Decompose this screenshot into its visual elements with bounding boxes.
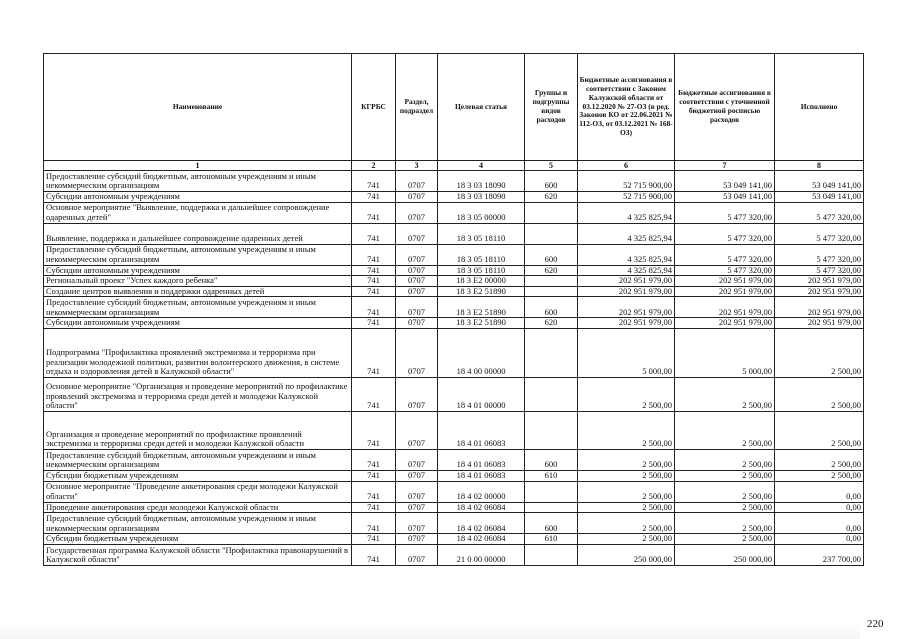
row-target: 18 3 05 18110 (438, 265, 525, 276)
row-kgrbs: 741 (352, 470, 396, 481)
row-executed: 2 500,00 (775, 449, 864, 470)
scan-shadow (0, 622, 860, 639)
row-target: 18 3 E2 51890 (438, 297, 525, 318)
table-row (44, 534, 864, 545)
column-number: 5 (525, 161, 578, 171)
row-executed: 202 951 979,00 (775, 276, 864, 287)
row-law: 4 325 825,94 (578, 265, 675, 276)
table-row (44, 297, 864, 318)
row-refined: 2 500,00 (675, 534, 775, 545)
row-group (525, 328, 578, 377)
row-law: 2 500,00 (578, 513, 675, 534)
row-refined: 5 477 320,00 (675, 202, 775, 223)
row-name: Основное мероприятие "Проведение анкетирования среди молодежи Калужской области" (44, 481, 352, 502)
table-row (44, 502, 864, 513)
row-group: 600 (525, 449, 578, 470)
row-executed: 53 049 141,00 (775, 192, 864, 203)
row-kgrbs: 741 (352, 171, 396, 192)
row-section: 0707 (396, 192, 438, 203)
row-group: 600 (525, 297, 578, 318)
row-refined: 202 951 979,00 (675, 297, 775, 318)
row-refined: 2 500,00 (675, 377, 775, 411)
budget-report-sheet (43, 53, 863, 566)
row-law: 202 951 979,00 (578, 276, 675, 287)
table-row (44, 171, 864, 192)
row-section: 0707 (396, 223, 438, 244)
column-number: 6 (578, 161, 675, 171)
row-name: Основное мероприятие "Выявление, поддержка и дальнейшее сопровождение одаренных детей" (44, 202, 352, 223)
header-section: Раздел, подраздел (396, 54, 438, 161)
row-group (525, 377, 578, 411)
row-section: 0707 (396, 411, 438, 449)
table-row (44, 328, 864, 377)
table-row (44, 192, 864, 203)
row-refined: 2 500,00 (675, 411, 775, 449)
row-section: 0707 (396, 171, 438, 192)
row-refined: 202 951 979,00 (675, 286, 775, 297)
table-row (44, 202, 864, 223)
row-name: Региональный проект "Успех каждого ребенка" (44, 276, 352, 287)
table-header-row (44, 54, 864, 161)
row-refined: 5 477 320,00 (675, 223, 775, 244)
row-section: 0707 (396, 534, 438, 545)
row-kgrbs: 741 (352, 377, 396, 411)
row-group: 620 (525, 318, 578, 329)
column-number: 8 (775, 161, 864, 171)
row-name: Предоставление субсидий бюджетным, автономным учреждениям и иным некоммерческим организациям (44, 297, 352, 318)
row-name: Предоставление субсидий бюджетным, автономным учреждениям и иным некоммерческим организациям (44, 244, 352, 265)
column-number: 7 (675, 161, 775, 171)
row-law: 2 500,00 (578, 481, 675, 502)
row-kgrbs: 741 (352, 513, 396, 534)
header-law-allocations: Бюджетные ассигнования в соответствии с Законом Калужской области от 03.12.2020 № 27-ОЗ (в ред. Законов КО от 22.06.2021 № 112-ОЗ, от 03.12.2021 № 168-ОЗ) (578, 54, 675, 161)
row-section: 0707 (396, 513, 438, 534)
row-law: 4 325 825,94 (578, 223, 675, 244)
row-name: Основное мероприятие "Организация и проведение мероприятий по профилактике проявлений экстремизма и терроризма среди детей и молодежи Калужской области" (44, 377, 352, 411)
row-executed: 2 500,00 (775, 470, 864, 481)
row-name: Государственная программа Калужской области "Профилактика правонарушений в Калужской области" (44, 544, 352, 565)
row-target: 18 4 00 00000 (438, 328, 525, 377)
row-law: 52 715 900,00 (578, 171, 675, 192)
row-kgrbs: 741 (352, 481, 396, 502)
row-target: 18 3 E2 51890 (438, 318, 525, 329)
row-refined: 53 049 141,00 (675, 192, 775, 203)
row-section: 0707 (396, 377, 438, 411)
row-target: 18 3 05 00000 (438, 202, 525, 223)
row-executed: 5 477 320,00 (775, 244, 864, 265)
row-section: 0707 (396, 318, 438, 329)
row-kgrbs: 741 (352, 534, 396, 545)
header-target: Целевая статья (438, 54, 525, 161)
row-name: Предоставление субсидий бюджетным, автономным учреждениям и иным некоммерческим организациям (44, 449, 352, 470)
row-group (525, 276, 578, 287)
row-executed: 202 951 979,00 (775, 297, 864, 318)
row-kgrbs: 741 (352, 544, 396, 565)
row-section: 0707 (396, 297, 438, 318)
row-kgrbs: 741 (352, 286, 396, 297)
row-executed: 202 951 979,00 (775, 286, 864, 297)
row-refined: 5 000,00 (675, 328, 775, 377)
row-section: 0707 (396, 502, 438, 513)
row-law: 202 951 979,00 (578, 286, 675, 297)
row-law: 5 000,00 (578, 328, 675, 377)
row-section: 0707 (396, 286, 438, 297)
row-name: Подпрограмма "Профилактика проявлений экстремизма и терроризма при реализации молодежной политики, развитии волонтерского движения, в системе отдыха и оздоровления детей в Калужской области" (44, 328, 352, 377)
row-kgrbs: 741 (352, 328, 396, 377)
row-target: 18 4 02 06084 (438, 513, 525, 534)
row-section: 0707 (396, 202, 438, 223)
row-group: 600 (525, 513, 578, 534)
row-law: 250 000,00 (578, 544, 675, 565)
row-target: 18 4 01 00000 (438, 377, 525, 411)
row-name: Создание центров выявления и поддержки одаренных детей (44, 286, 352, 297)
row-target: 18 4 02 06084 (438, 502, 525, 513)
row-executed: 2 500,00 (775, 377, 864, 411)
row-executed: 202 951 979,00 (775, 318, 864, 329)
row-name: Предоставление субсидий бюджетным, автономным учреждениям и иным некоммерческим организациям (44, 513, 352, 534)
row-refined: 2 500,00 (675, 513, 775, 534)
row-kgrbs: 741 (352, 318, 396, 329)
row-group (525, 286, 578, 297)
row-name: Субсидии бюджетным учреждениям (44, 534, 352, 545)
column-number: 4 (438, 161, 525, 171)
row-refined: 2 500,00 (675, 481, 775, 502)
row-section: 0707 (396, 328, 438, 377)
row-refined: 53 049 141,00 (675, 171, 775, 192)
row-name: Предоставление субсидий бюджетным, автономным учреждениям и иным некоммерческим организациям (44, 171, 352, 192)
header-groups: Группы и подгруппы видов расходов (525, 54, 578, 161)
row-refined: 5 477 320,00 (675, 265, 775, 276)
header-kgrbs: КГРБС (352, 54, 396, 161)
column-number: 3 (396, 161, 438, 171)
table-row (44, 411, 864, 449)
row-group: 600 (525, 171, 578, 192)
row-executed: 0,00 (775, 481, 864, 502)
row-group (525, 544, 578, 565)
row-law: 2 500,00 (578, 534, 675, 545)
row-refined: 202 951 979,00 (675, 276, 775, 287)
row-law: 4 325 825,94 (578, 202, 675, 223)
row-section: 0707 (396, 265, 438, 276)
row-target: 18 3 03 18090 (438, 171, 525, 192)
row-name: Субсидии автономным учреждениям (44, 192, 352, 203)
row-target: 18 3 05 18110 (438, 223, 525, 244)
row-target: 18 4 01 06083 (438, 449, 525, 470)
row-target: 18 3 E2 00000 (438, 276, 525, 287)
header-name: Наименование (44, 54, 352, 161)
row-group (525, 223, 578, 244)
row-executed: 5 477 320,00 (775, 202, 864, 223)
row-executed: 2 500,00 (775, 328, 864, 377)
row-name: Организация и проведение мероприятий по профилактике проявлений экстремизма и терроризма среди детей и молодежи Калужской области (44, 411, 352, 449)
table-row (44, 244, 864, 265)
column-number: 1 (44, 161, 352, 171)
row-law: 202 951 979,00 (578, 297, 675, 318)
row-target: 18 3 E2 51890 (438, 286, 525, 297)
row-refined: 2 500,00 (675, 449, 775, 470)
row-kgrbs: 741 (352, 202, 396, 223)
table-row (44, 544, 864, 565)
row-law: 52 715 900,00 (578, 192, 675, 203)
row-kgrbs: 741 (352, 244, 396, 265)
row-target: 18 3 05 18110 (438, 244, 525, 265)
table-body (44, 171, 864, 566)
table-row (44, 470, 864, 481)
row-section: 0707 (396, 470, 438, 481)
row-group: 600 (525, 244, 578, 265)
row-kgrbs: 741 (352, 502, 396, 513)
row-kgrbs: 741 (352, 223, 396, 244)
row-kgrbs: 741 (352, 276, 396, 287)
row-section: 0707 (396, 481, 438, 502)
row-group (525, 411, 578, 449)
row-name: Субсидии автономным учреждениям (44, 265, 352, 276)
header-refined-allocations: Бюджетные ассигнования в соответствии с уточненной бюджетной росписью расходов (675, 54, 775, 161)
row-section: 0707 (396, 244, 438, 265)
row-group (525, 481, 578, 502)
row-kgrbs: 741 (352, 192, 396, 203)
row-name: Субсидии бюджетным учреждениям (44, 470, 352, 481)
row-kgrbs: 741 (352, 411, 396, 449)
row-executed: 5 477 320,00 (775, 265, 864, 276)
row-law: 2 500,00 (578, 449, 675, 470)
page-number: 220 (867, 618, 884, 630)
row-name: Субсидии автономным учреждениям (44, 318, 352, 329)
row-refined: 5 477 320,00 (675, 244, 775, 265)
row-executed: 53 049 141,00 (775, 171, 864, 192)
row-section: 0707 (396, 544, 438, 565)
row-target: 18 4 01 06083 (438, 470, 525, 481)
row-refined: 2 500,00 (675, 470, 775, 481)
row-kgrbs: 741 (352, 297, 396, 318)
header-executed: Исполнено (775, 54, 864, 161)
row-target: 18 4 02 06084 (438, 534, 525, 545)
column-number-row (44, 161, 864, 171)
row-refined: 250 000,00 (675, 544, 775, 565)
table-row (44, 276, 864, 287)
table-row (44, 286, 864, 297)
row-group: 620 (525, 192, 578, 203)
row-name: Проведение анкетирования среди молодежи Калужской области (44, 502, 352, 513)
row-group (525, 202, 578, 223)
row-group (525, 502, 578, 513)
row-law: 202 951 979,00 (578, 318, 675, 329)
table-row (44, 265, 864, 276)
row-target: 18 4 01 06083 (438, 411, 525, 449)
row-executed: 2 500,00 (775, 411, 864, 449)
row-target: 21 0 00 00000 (438, 544, 525, 565)
row-kgrbs: 741 (352, 449, 396, 470)
table-row (44, 223, 864, 244)
row-law: 4 325 825,94 (578, 244, 675, 265)
row-name: Выявление, поддержка и дальнейшее сопровождение одаренных детей (44, 223, 352, 244)
table-row (44, 449, 864, 470)
row-group: 610 (525, 470, 578, 481)
table-row (44, 377, 864, 411)
row-target: 18 4 02 00000 (438, 481, 525, 502)
row-executed: 237 700,00 (775, 544, 864, 565)
row-target: 18 3 03 18090 (438, 192, 525, 203)
column-number: 2 (352, 161, 396, 171)
row-law: 2 500,00 (578, 502, 675, 513)
row-executed: 0,00 (775, 513, 864, 534)
row-refined: 202 951 979,00 (675, 318, 775, 329)
table-row (44, 513, 864, 534)
row-group: 610 (525, 534, 578, 545)
budget-table (43, 53, 864, 566)
row-group: 620 (525, 265, 578, 276)
row-law: 2 500,00 (578, 411, 675, 449)
row-refined: 2 500,00 (675, 502, 775, 513)
row-kgrbs: 741 (352, 265, 396, 276)
row-section: 0707 (396, 449, 438, 470)
row-executed: 0,00 (775, 534, 864, 545)
table-row (44, 318, 864, 329)
row-executed: 5 477 320,00 (775, 223, 864, 244)
row-law: 2 500,00 (578, 470, 675, 481)
table-row (44, 481, 864, 502)
row-executed: 0,00 (775, 502, 864, 513)
row-law: 2 500,00 (578, 377, 675, 411)
row-section: 0707 (396, 276, 438, 287)
